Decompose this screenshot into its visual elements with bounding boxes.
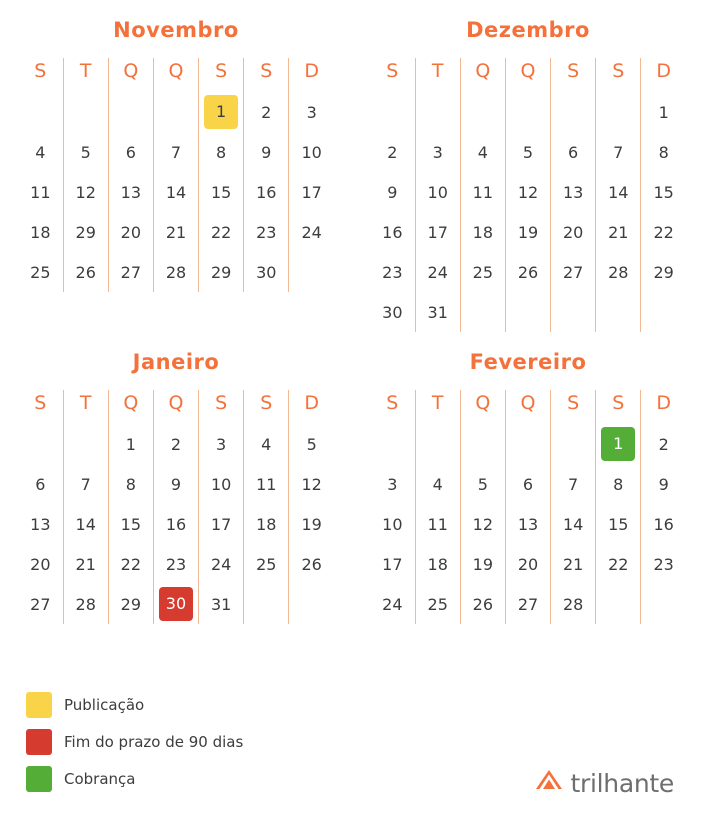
calendar-day[interactable]: 12 bbox=[301, 474, 322, 494]
calendar-day-empty bbox=[244, 584, 289, 624]
calendar-day[interactable]: 20 bbox=[505, 544, 550, 584]
calendar-day[interactable]: 25 bbox=[415, 584, 460, 624]
weekday-header: D bbox=[304, 60, 319, 82]
calendar-day[interactable]: 7 bbox=[63, 464, 108, 504]
calendar-day[interactable]: 3 bbox=[415, 132, 460, 172]
weekday-header: T bbox=[415, 390, 460, 424]
calendar-day[interactable]: 3 bbox=[370, 464, 415, 504]
calendar-day[interactable]: 17 bbox=[415, 212, 460, 252]
calendar-title: Novembro bbox=[113, 18, 239, 42]
calendar-day-empty bbox=[289, 584, 334, 624]
calendar-day[interactable]: 29 bbox=[199, 252, 244, 292]
weekday-header: D bbox=[656, 60, 671, 82]
calendar-title: Janeiro bbox=[132, 350, 220, 374]
calendar-day[interactable]: 26 bbox=[63, 252, 108, 292]
calendar-day[interactable]: 13 bbox=[505, 504, 550, 544]
calendar-body bbox=[370, 92, 686, 332]
calendar-day[interactable]: 23 bbox=[153, 544, 198, 584]
calendar-day-empty bbox=[505, 424, 550, 464]
calendar-fevereiro bbox=[352, 332, 704, 624]
calendar-day[interactable]: 8 bbox=[199, 132, 244, 172]
calendar-day[interactable]: 29 bbox=[108, 584, 153, 624]
calendar-day-empty bbox=[641, 292, 686, 332]
weekday-header: D bbox=[656, 392, 671, 414]
calendar-day[interactable]: 18 bbox=[415, 544, 460, 584]
calendar-day[interactable]: 31 bbox=[199, 584, 244, 624]
calendar-day[interactable]: 1 bbox=[658, 102, 669, 122]
calendar-day[interactable]: 10 bbox=[415, 172, 460, 212]
calendar-day[interactable]: 14 bbox=[63, 504, 108, 544]
legend-label: Publicação bbox=[64, 696, 145, 714]
calendar-title: Dezembro bbox=[466, 18, 590, 42]
calendar-day-highlighted[interactable] bbox=[153, 584, 198, 624]
calendar-day[interactable]: 21 bbox=[63, 544, 108, 584]
calendar-day[interactable]: 10 bbox=[370, 504, 415, 544]
calendar-day[interactable]: 1 bbox=[108, 424, 153, 464]
weekday-header: T bbox=[63, 58, 108, 92]
calendar-day-empty bbox=[596, 292, 641, 332]
trilhante-mark-icon bbox=[534, 767, 564, 797]
calendar-week-row bbox=[18, 424, 334, 464]
weekday-header: Q bbox=[153, 58, 198, 92]
calendar-day[interactable]: 5 bbox=[460, 464, 505, 504]
calendar-day-empty bbox=[551, 92, 596, 132]
calendar-day[interactable]: 5 bbox=[505, 132, 550, 172]
calendar-day[interactable]: 27 bbox=[505, 584, 550, 624]
calendar-day[interactable]: 5 bbox=[306, 434, 317, 454]
weekday-header: S bbox=[18, 390, 63, 424]
calendar-body bbox=[18, 424, 334, 624]
calendar-day[interactable]: 13 bbox=[108, 172, 153, 212]
weekday-header: S bbox=[596, 58, 641, 92]
calendar-day-empty bbox=[370, 92, 415, 132]
calendar-day[interactable]: 23 bbox=[653, 554, 674, 574]
calendar-day[interactable]: 9 bbox=[153, 464, 198, 504]
calendar-day[interactable]: 17 bbox=[199, 504, 244, 544]
calendar-day[interactable]: 5 bbox=[63, 132, 108, 172]
calendar-day[interactable]: 28 bbox=[596, 252, 641, 292]
calendar-day[interactable]: 26 bbox=[460, 584, 505, 624]
calendar-day[interactable]: 3 bbox=[306, 102, 317, 122]
calendar-day-empty bbox=[18, 424, 63, 464]
calendar-day[interactable]: 15 bbox=[596, 504, 641, 544]
legend-item-cobranca bbox=[26, 766, 446, 792]
legend bbox=[26, 692, 446, 803]
weekday-header: S bbox=[596, 390, 641, 424]
calendar-day[interactable]: 4 bbox=[244, 424, 289, 464]
calendar-day-empty bbox=[551, 424, 596, 464]
calendar-day[interactable]: 3 bbox=[199, 424, 244, 464]
calendar-day[interactable]: 28 bbox=[551, 584, 596, 624]
calendar-day[interactable]: 15 bbox=[653, 182, 674, 202]
legend-swatch-billing bbox=[26, 766, 52, 792]
calendar-day[interactable]: 20 bbox=[551, 212, 596, 252]
calendar-day[interactable]: 24 bbox=[199, 544, 244, 584]
calendar-day[interactable]: 9 bbox=[244, 132, 289, 172]
calendar-table bbox=[370, 58, 686, 332]
calendar-week-row bbox=[18, 544, 334, 584]
weekday-header: Q bbox=[153, 390, 198, 424]
day-number: 1 bbox=[601, 427, 635, 461]
calendar-table bbox=[370, 390, 686, 624]
calendar-day-highlighted[interactable] bbox=[199, 92, 244, 132]
calendar-title: Fevereiro bbox=[469, 350, 587, 374]
weekday-header: T bbox=[63, 390, 108, 424]
calendar-day[interactable]: 2 bbox=[370, 132, 415, 172]
calendar-day[interactable]: 11 bbox=[415, 504, 460, 544]
calendar-day[interactable]: 29 bbox=[63, 212, 108, 252]
calendar-day[interactable]: 13 bbox=[551, 172, 596, 212]
calendar-day[interactable]: 24 bbox=[370, 584, 415, 624]
calendar-day[interactable]: 25 bbox=[18, 252, 63, 292]
calendar-day[interactable]: 6 bbox=[505, 464, 550, 504]
calendar-week-row bbox=[370, 424, 686, 464]
calendar-day[interactable]: 28 bbox=[153, 252, 198, 292]
weekday-header: S bbox=[199, 58, 244, 92]
calendar-day[interactable]: 24 bbox=[301, 222, 322, 242]
calendar-body bbox=[18, 92, 334, 292]
calendar-day[interactable]: 30 bbox=[244, 252, 289, 292]
calendar-day[interactable]: 16 bbox=[244, 172, 289, 212]
calendar-day[interactable]: 20 bbox=[18, 544, 63, 584]
weekday-header-row bbox=[370, 390, 686, 424]
calendar-week-row bbox=[370, 172, 686, 212]
calendar-week-row bbox=[370, 252, 686, 292]
weekday-header: Q bbox=[460, 390, 505, 424]
brand-logo bbox=[534, 767, 674, 799]
calendar-day[interactable]: 27 bbox=[551, 252, 596, 292]
calendar-day[interactable]: 7 bbox=[153, 132, 198, 172]
day-number: 1 bbox=[204, 95, 238, 129]
weekday-header-row bbox=[18, 390, 334, 424]
calendar-week-row bbox=[18, 172, 334, 212]
calendar-week-row bbox=[18, 252, 334, 292]
calendar-day[interactable]: 23 bbox=[244, 212, 289, 252]
calendar-week-row bbox=[370, 464, 686, 504]
weekday-header-row bbox=[370, 58, 686, 92]
calendar-body bbox=[370, 424, 686, 624]
brand-name: trilhante bbox=[570, 768, 674, 798]
calendar-day[interactable]: 15 bbox=[108, 504, 153, 544]
calendar-day[interactable]: 10 bbox=[199, 464, 244, 504]
calendar-day[interactable]: 13 bbox=[18, 504, 63, 544]
calendar-day[interactable]: 18 bbox=[18, 212, 63, 252]
calendar-week-row bbox=[18, 92, 334, 132]
calendar-day[interactable]: 6 bbox=[551, 132, 596, 172]
calendar-day[interactable]: 21 bbox=[153, 212, 198, 252]
calendar-day[interactable]: 19 bbox=[301, 514, 322, 534]
calendar-day-empty bbox=[460, 92, 505, 132]
legend-label: Cobrança bbox=[64, 770, 136, 788]
calendar-day[interactable]: 31 bbox=[415, 292, 460, 332]
calendar-week-row bbox=[18, 464, 334, 504]
calendar-day[interactable]: 4 bbox=[460, 132, 505, 172]
weekday-header: D bbox=[304, 392, 319, 414]
calendar-day[interactable]: 30 bbox=[370, 292, 415, 332]
calendar-week-row bbox=[370, 92, 686, 132]
calendar-day-empty bbox=[153, 92, 198, 132]
calendar-day[interactable]: 12 bbox=[505, 172, 550, 212]
calendar-day-empty bbox=[641, 584, 686, 624]
calendar-day-empty bbox=[551, 292, 596, 332]
calendar-day[interactable]: 9 bbox=[370, 172, 415, 212]
calendar-week-row bbox=[370, 584, 686, 624]
calendar-day[interactable]: 8 bbox=[658, 142, 669, 162]
calendar-week-row bbox=[370, 292, 686, 332]
calendar-day[interactable]: 18 bbox=[460, 212, 505, 252]
calendar-janeiro bbox=[0, 332, 352, 624]
calendar-table bbox=[18, 58, 334, 292]
calendar-day[interactable]: 16 bbox=[370, 212, 415, 252]
weekday-header-row bbox=[18, 58, 334, 92]
calendar-day[interactable]: 24 bbox=[415, 252, 460, 292]
calendar-day[interactable]: 27 bbox=[108, 252, 153, 292]
calendar-day[interactable]: 16 bbox=[153, 504, 198, 544]
calendar-day[interactable]: 11 bbox=[244, 464, 289, 504]
weekday-header: Q bbox=[108, 390, 153, 424]
calendar-day-empty bbox=[370, 424, 415, 464]
weekday-header: Q bbox=[505, 58, 550, 92]
calendar-day[interactable]: 16 bbox=[653, 514, 674, 534]
day-number: 30 bbox=[159, 587, 193, 621]
calendar-day[interactable]: 2 bbox=[658, 434, 669, 454]
legend-swatch-publication bbox=[26, 692, 52, 718]
calendar-day[interactable]: 14 bbox=[596, 172, 641, 212]
calendar-day[interactable]: 26 bbox=[505, 252, 550, 292]
calendar-day[interactable]: 8 bbox=[596, 464, 641, 504]
legend-item-prazo bbox=[26, 729, 446, 755]
calendar-day-empty bbox=[505, 292, 550, 332]
calendar-novembro bbox=[0, 0, 352, 332]
calendar-day[interactable]: 9 bbox=[658, 474, 669, 494]
calendar-day[interactable]: 28 bbox=[63, 584, 108, 624]
calendar-day[interactable]: 2 bbox=[244, 92, 289, 132]
weekday-header: S bbox=[551, 58, 596, 92]
calendar-day[interactable]: 7 bbox=[596, 132, 641, 172]
calendar-day-empty bbox=[63, 424, 108, 464]
calendar-dezembro bbox=[352, 0, 704, 332]
calendar-day-empty bbox=[460, 292, 505, 332]
calendar-week-row bbox=[370, 132, 686, 172]
weekday-header: T bbox=[415, 58, 460, 92]
calendar-day-empty bbox=[415, 424, 460, 464]
calendar-day[interactable]: 21 bbox=[551, 544, 596, 584]
calendar-day-empty bbox=[596, 92, 641, 132]
legend-label: Fim do prazo de 90 dias bbox=[64, 733, 244, 751]
calendar-week-row bbox=[18, 212, 334, 252]
calendar-day[interactable]: 17 bbox=[301, 182, 322, 202]
calendar-day[interactable]: 12 bbox=[460, 504, 505, 544]
calendar-day[interactable]: 29 bbox=[653, 262, 674, 282]
weekday-header: Q bbox=[460, 58, 505, 92]
weekday-header: Q bbox=[108, 58, 153, 92]
calendar-day[interactable]: 23 bbox=[370, 252, 415, 292]
calendar-day[interactable]: 25 bbox=[460, 252, 505, 292]
weekday-header: S bbox=[18, 58, 63, 92]
calendar-day[interactable]: 6 bbox=[108, 132, 153, 172]
legend-item-publicacao bbox=[26, 692, 446, 718]
calendar-day[interactable]: 19 bbox=[460, 544, 505, 584]
calendar-day[interactable]: 10 bbox=[301, 142, 322, 162]
calendar-day[interactable]: 17 bbox=[370, 544, 415, 584]
weekday-header: S bbox=[244, 58, 289, 92]
legend-swatch-deadline bbox=[26, 729, 52, 755]
calendar-day-empty bbox=[596, 584, 641, 624]
calendar-day[interactable]: 11 bbox=[18, 172, 63, 212]
calendar-day[interactable]: 11 bbox=[460, 172, 505, 212]
calendar-day[interactable]: 27 bbox=[18, 584, 63, 624]
calendar-day-empty bbox=[18, 92, 63, 132]
calendar-day[interactable]: 22 bbox=[108, 544, 153, 584]
calendar-day-highlighted[interactable] bbox=[596, 424, 641, 464]
calendar-day-empty bbox=[108, 92, 153, 132]
calendar-day-empty bbox=[289, 252, 334, 292]
weekday-header: S bbox=[370, 390, 415, 424]
calendar-day[interactable]: 21 bbox=[596, 212, 641, 252]
weekday-header: S bbox=[199, 390, 244, 424]
calendar-day[interactable]: 26 bbox=[301, 554, 322, 574]
weekday-header: Q bbox=[505, 390, 550, 424]
calendar-day[interactable]: 18 bbox=[244, 504, 289, 544]
calendar-day[interactable]: 15 bbox=[199, 172, 244, 212]
calendar-week-row bbox=[18, 504, 334, 544]
calendar-day[interactable]: 8 bbox=[108, 464, 153, 504]
calendar-week-row bbox=[370, 544, 686, 584]
calendar-day[interactable]: 12 bbox=[63, 172, 108, 212]
calendar-day-empty bbox=[505, 92, 550, 132]
calendar-day[interactable]: 6 bbox=[18, 464, 63, 504]
calendar-day[interactable]: 7 bbox=[551, 464, 596, 504]
calendar-day[interactable]: 2 bbox=[153, 424, 198, 464]
calendar-day-empty bbox=[63, 92, 108, 132]
calendar-week-row bbox=[370, 212, 686, 252]
calendar-day-empty bbox=[415, 92, 460, 132]
calendar-day-empty bbox=[460, 424, 505, 464]
calendar-day[interactable]: 14 bbox=[551, 504, 596, 544]
calendar-day[interactable]: 4 bbox=[415, 464, 460, 504]
calendar-day[interactable]: 20 bbox=[108, 212, 153, 252]
weekday-header: S bbox=[551, 390, 596, 424]
calendar-week-row bbox=[18, 584, 334, 624]
calendar-day[interactable]: 14 bbox=[153, 172, 198, 212]
calendar-day[interactable]: 25 bbox=[244, 544, 289, 584]
calendar-day[interactable]: 4 bbox=[18, 132, 63, 172]
calendar-day[interactable]: 22 bbox=[199, 212, 244, 252]
weekday-header: S bbox=[370, 58, 415, 92]
calendar-table bbox=[18, 390, 334, 624]
calendar-day[interactable]: 22 bbox=[653, 222, 674, 242]
calendar-week-row bbox=[370, 504, 686, 544]
weekday-header: S bbox=[244, 390, 289, 424]
calendar-day[interactable]: 19 bbox=[505, 212, 550, 252]
calendar-day[interactable]: 22 bbox=[596, 544, 641, 584]
calendar-week-row bbox=[18, 132, 334, 172]
